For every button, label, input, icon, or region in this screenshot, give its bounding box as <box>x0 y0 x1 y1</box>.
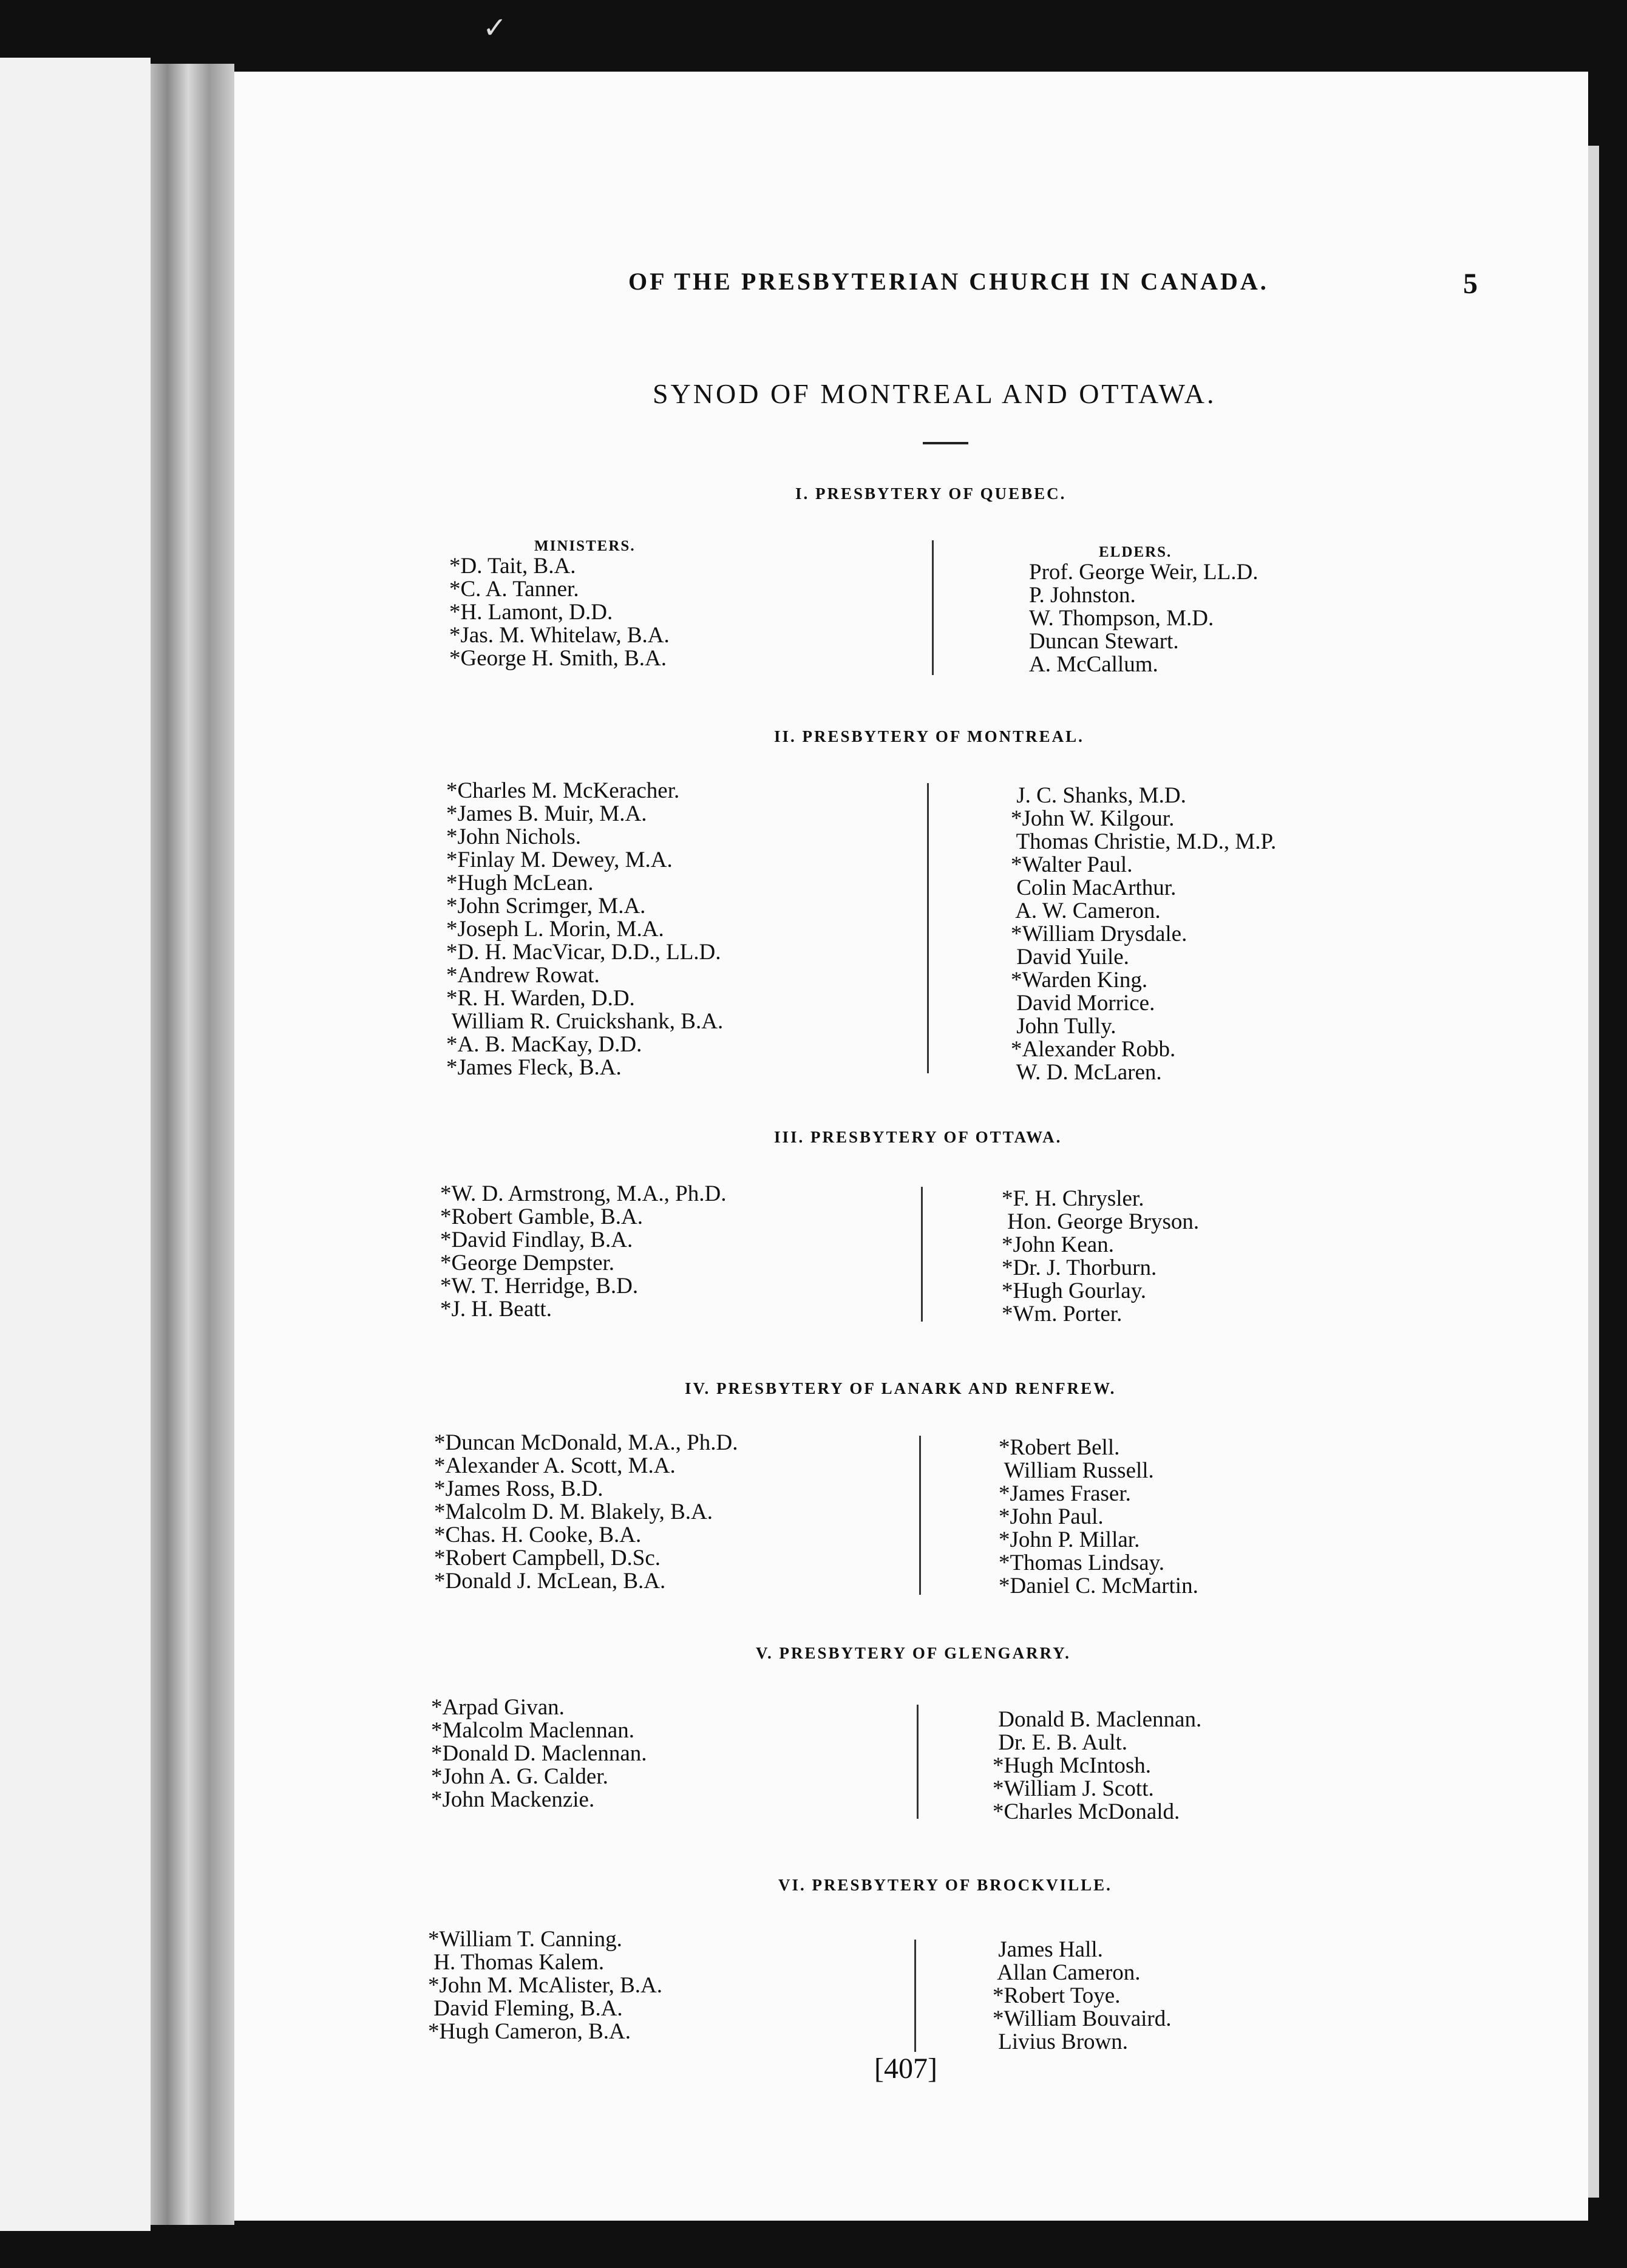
elder-name: W. Thompson, M.D. <box>1029 606 1214 631</box>
elder-name: *Hugh McIntosh. <box>993 1753 1152 1778</box>
page-number: 5 <box>1463 268 1478 300</box>
ministers-list <box>428 1928 662 2043</box>
minister-name: *William T. Canning. <box>428 1927 622 1952</box>
minister-name: *Hugh Cameron, B.A. <box>428 2019 631 2044</box>
minister-name: *Robert Gamble, B.A. <box>440 1204 643 1229</box>
elder-name: Dr. E. B. Ault. <box>993 1730 1128 1755</box>
minister-name: *John M. McAlister, B.A. <box>428 1973 662 1998</box>
column-divider <box>927 783 929 1073</box>
elder-name: *Robert Bell. <box>999 1435 1120 1460</box>
minister-name: *George H. Smith, B.A. <box>449 646 667 671</box>
synod-title: SYNOD OF MONTREAL AND OTTAWA. <box>653 378 1217 409</box>
minister-name: *A. B. MacKay, D.D. <box>446 1032 642 1057</box>
elder-name: *William Drysdale. <box>1011 922 1187 946</box>
elder-name: *Dr. J. Thorburn. <box>1002 1255 1157 1280</box>
elder-name: David Yuile. <box>1011 945 1129 969</box>
minister-name: *George Dempster. <box>440 1251 615 1275</box>
minister-name: *D. Tait, B.A. <box>449 554 576 579</box>
elder-name: *Robert Toye. <box>993 1983 1121 2008</box>
elder-name: *Daniel C. McMartin. <box>999 1574 1198 1598</box>
elder-name: J. C. Shanks, M.D. <box>1011 783 1186 808</box>
elder-name: A. W. Cameron. <box>1011 898 1161 923</box>
elder-name: Thomas Christie, M.D., M.P. <box>1011 829 1277 854</box>
presbytery-heading: III. PRESBYTERY OF OTTAWA. <box>774 1128 1062 1146</box>
page-edge-shadow <box>1588 146 1599 2198</box>
elder-name: Duncan Stewart. <box>1029 629 1179 654</box>
previous-page-edge <box>0 58 151 2231</box>
column-divider <box>932 540 934 675</box>
minister-name: *Charles M. McKeracher. <box>446 778 680 803</box>
elder-name: Allan Cameron. <box>993 1960 1141 1985</box>
elder-name: Prof. George Weir, LL.D. <box>1029 560 1258 585</box>
minister-name: *Donald D. Maclennan. <box>431 1741 647 1766</box>
elder-name: *William J. Scott. <box>993 1776 1154 1801</box>
minister-name: *James B. Muir, M.A. <box>446 801 647 826</box>
minister-name: *W. D. Armstrong, M.A., Ph.D. <box>440 1181 727 1206</box>
ministers-label: MINISTERS. <box>534 538 636 554</box>
minister-name: *Duncan McDonald, M.A., Ph.D. <box>434 1430 738 1455</box>
minister-name: *Chas. H. Cooke, B.A. <box>434 1523 642 1547</box>
elder-name: *John W. Kilgour. <box>1011 806 1175 831</box>
minister-name: *John A. G. Calder. <box>431 1764 608 1789</box>
ministers-list <box>449 555 670 670</box>
running-head: OF THE PRESBYTERIAN CHURCH IN CANADA. <box>628 268 1269 295</box>
elder-name: *F. H. Chrysler. <box>1002 1186 1144 1211</box>
ministers-list <box>431 1696 647 1811</box>
elders-list <box>999 1436 1198 1598</box>
minister-name: *Malcolm Maclennan. <box>431 1718 634 1743</box>
elders-list <box>993 1708 1201 1824</box>
elder-name: *Hugh Gourlay. <box>1002 1278 1147 1303</box>
minister-name: *John Mackenzie. <box>431 1787 595 1812</box>
scan-mark-icon: ✓ <box>483 11 508 45</box>
elder-name: Hon. George Bryson. <box>1002 1209 1200 1234</box>
elders-list <box>1029 561 1258 676</box>
minister-name: *Finlay M. Dewey, M.A. <box>446 847 673 872</box>
elders-label: ELDERS. <box>1099 544 1172 560</box>
elder-name: James Hall. <box>993 1937 1103 1962</box>
presbytery-heading: VI. PRESBYTERY OF BROCKVILLE. <box>778 1876 1112 1894</box>
elder-name: Livius Brown. <box>993 2029 1129 2054</box>
minister-name: *Jas. M. Whitelaw, B.A. <box>449 623 670 648</box>
minister-name: *Malcolm D. M. Blakely, B.A. <box>434 1499 713 1524</box>
elder-name: Colin MacArthur. <box>1011 875 1177 900</box>
column-divider <box>914 1940 916 2052</box>
elder-name: *Wm. Porter. <box>1002 1302 1123 1326</box>
elder-name: Donald B. Maclennan. <box>993 1707 1202 1732</box>
column-divider <box>917 1705 919 1819</box>
minister-name: *Joseph L. Morin, M.A. <box>446 917 664 942</box>
ministers-list <box>434 1431 738 1593</box>
elder-name: *Warden King. <box>1011 968 1148 993</box>
title-rule <box>923 442 968 444</box>
elder-name: *Thomas Lindsay. <box>999 1550 1165 1575</box>
footer-page-number: [407] <box>874 2052 937 2085</box>
elder-name: *William Bouvaird. <box>993 2006 1172 2031</box>
column-divider <box>921 1187 923 1322</box>
elder-name: David Morrice. <box>1011 991 1155 1016</box>
minister-name: *H. Lamont, D.D. <box>449 600 613 625</box>
presbytery-heading: II. PRESBYTERY OF MONTREAL. <box>774 727 1084 745</box>
elder-name: *Walter Paul. <box>1011 852 1133 877</box>
elder-name: W. D. McLaren. <box>1011 1060 1162 1085</box>
elder-name: *John Kean. <box>1002 1232 1114 1257</box>
book-gutter <box>151 64 234 2225</box>
minister-name: *W. T. Herridge, B.D. <box>440 1274 639 1299</box>
minister-name: *Alexander A. Scott, M.A. <box>434 1453 676 1478</box>
presbytery-heading: I. PRESBYTERY OF QUEBEC. <box>795 484 1067 503</box>
minister-name: *James Fleck, B.A. <box>446 1055 622 1080</box>
elder-name: *Alexander Robb. <box>1011 1037 1176 1062</box>
minister-name: *J. H. Beatt. <box>440 1297 552 1322</box>
minister-name: *John Scrimger, M.A. <box>446 894 646 918</box>
elder-name: *John P. Millar. <box>999 1527 1140 1552</box>
elders-list <box>1002 1187 1199 1326</box>
minister-name: *Hugh McLean. <box>446 871 594 895</box>
elder-name: *Charles McDonald. <box>993 1799 1180 1824</box>
ministers-list <box>446 779 723 1079</box>
elders-list <box>993 1938 1171 2054</box>
presbytery-heading: V. PRESBYTERY OF GLENGARRY. <box>756 1644 1071 1662</box>
minister-name: H. Thomas Kalem. <box>428 1950 605 1975</box>
minister-name: William R. Cruickshank, B.A. <box>446 1009 724 1034</box>
column-divider <box>919 1436 921 1595</box>
elder-name: *John Paul. <box>999 1504 1104 1529</box>
elder-name: A. McCallum. <box>1029 652 1158 677</box>
elders-list <box>1011 784 1276 1084</box>
elder-name: William Russell. <box>999 1458 1154 1483</box>
presbytery-heading: IV. PRESBYTERY OF LANARK AND RENFREW. <box>685 1379 1116 1397</box>
elder-name: *James Fraser. <box>999 1481 1131 1506</box>
minister-name: *Donald J. McLean, B.A. <box>434 1569 666 1594</box>
minister-name: *C. A. Tanner. <box>449 577 579 602</box>
minister-name: *John Nichols. <box>446 824 581 849</box>
minister-name: *D. H. MacVicar, D.D., LL.D. <box>446 940 721 965</box>
elder-name: P. Johnston. <box>1029 583 1136 608</box>
minister-name: David Fleming, B.A. <box>428 1996 623 2021</box>
minister-name: *James Ross, B.D. <box>434 1476 603 1501</box>
minister-name: *R. H. Warden, D.D. <box>446 986 635 1011</box>
minister-name: *Robert Campbell, D.Sc. <box>434 1546 661 1570</box>
minister-name: *Andrew Rowat. <box>446 963 600 988</box>
elder-name: John Tully. <box>1011 1014 1116 1039</box>
ministers-list <box>440 1183 726 1321</box>
minister-name: *David Findlay, B.A. <box>440 1227 633 1252</box>
minister-name: *Arpad Givan. <box>431 1695 565 1720</box>
